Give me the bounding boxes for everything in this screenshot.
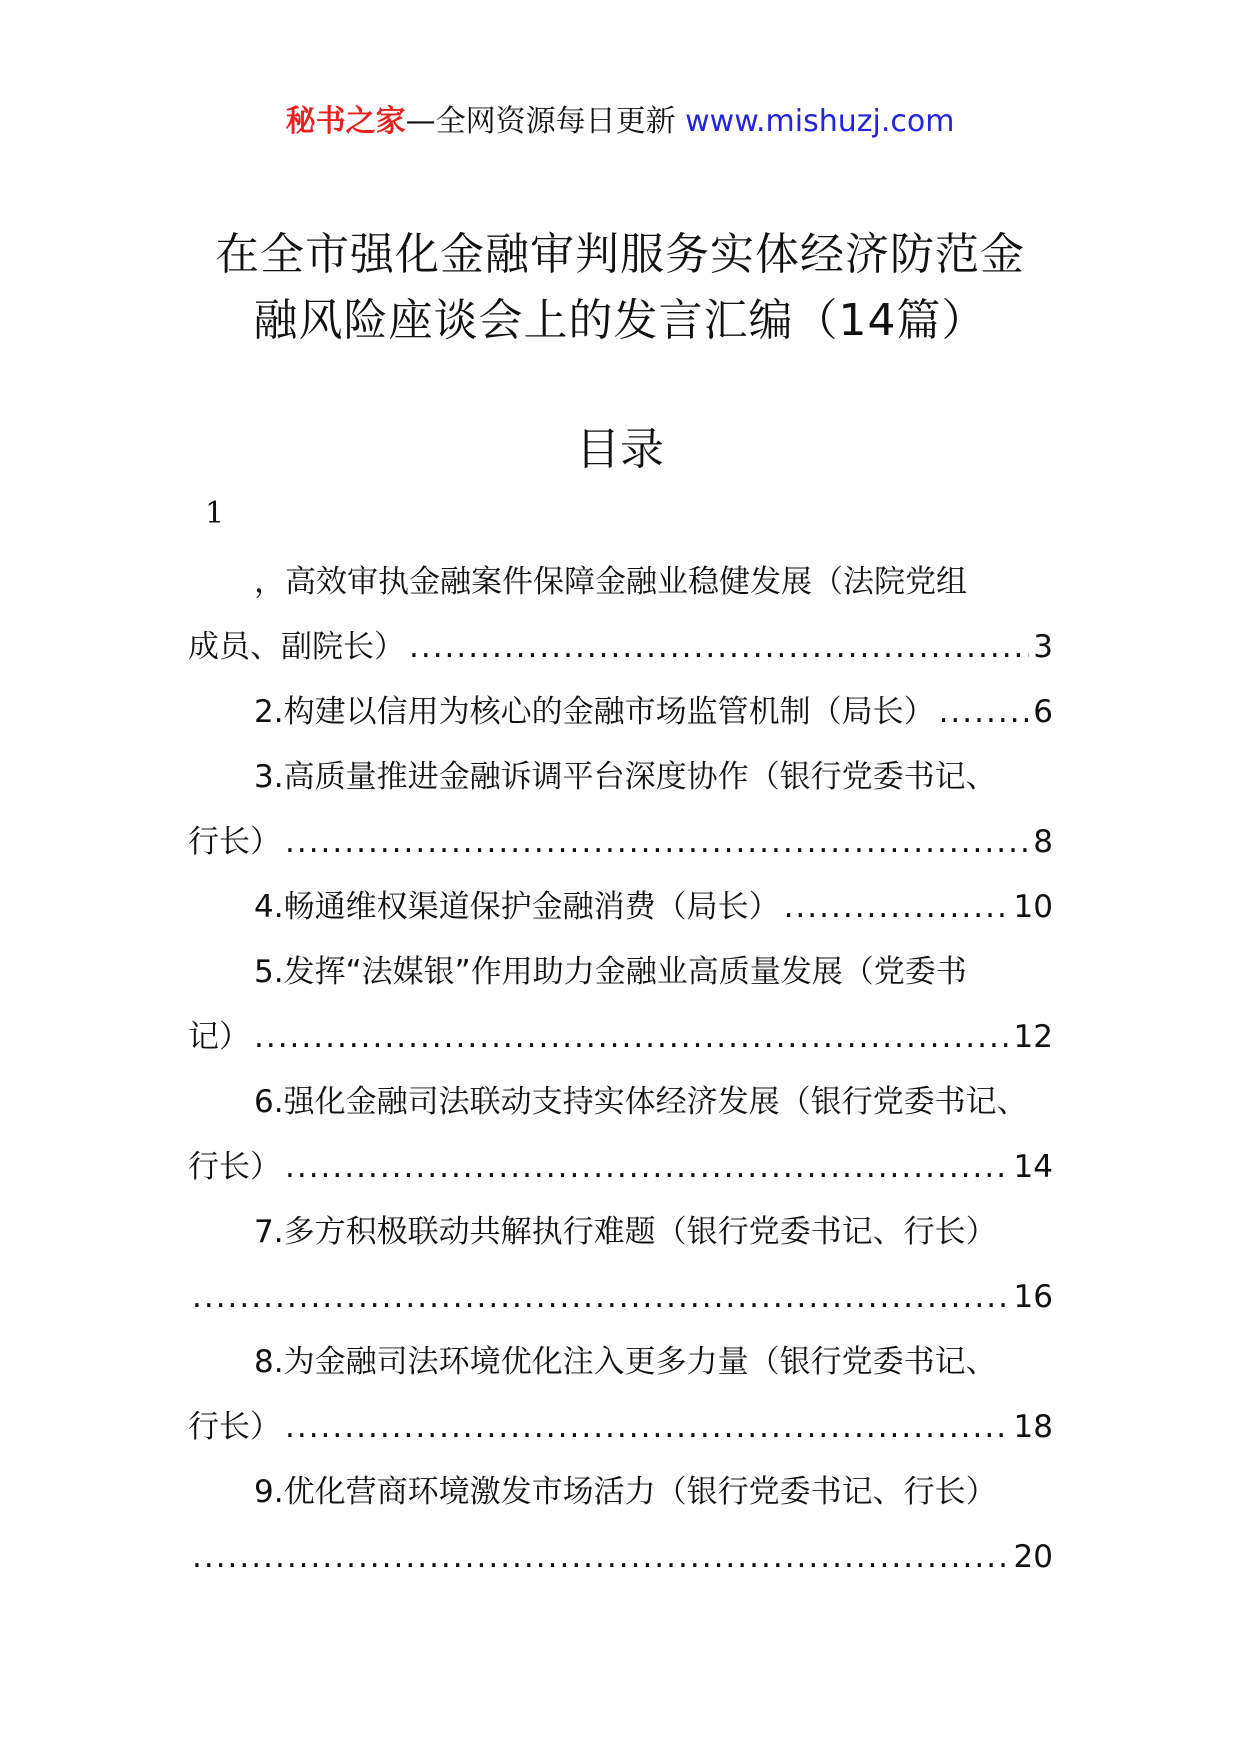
toc-page-number: 18	[1013, 1409, 1053, 1445]
toc-page-number: 12	[1013, 1019, 1053, 1055]
toc-entry[interactable]	[188, 1200, 1053, 1330]
toc-entry[interactable]	[188, 745, 1053, 875]
toc-entry-title-continued: 行长）	[188, 824, 281, 860]
toc-leader-dots	[285, 1395, 1010, 1460]
toc-entry-title: ，高效审执金融案件保障金融业稳健发展（法院党组	[254, 564, 967, 600]
toc-entry-title: 8.为金融司法环境优化注入更多力量（银行党委书记、	[254, 1344, 997, 1380]
toc-entry-title: 7.多方积极联动共解执行难题（银行党委书记、行长）	[254, 1214, 997, 1250]
toc-entry-title: 2.构建以信用为核心的金融市场监管机制（局长）	[254, 694, 935, 730]
toc-entry[interactable]	[188, 875, 1053, 940]
stray-number: 1	[205, 496, 225, 531]
toc-line	[188, 615, 1053, 680]
title-line-2: 融风险座谈会上的发言汇编（14篇）	[253, 295, 987, 346]
toc-page-number: 14	[1013, 1149, 1053, 1185]
site-url-link[interactable]: www.mishuzj.com	[685, 104, 955, 139]
toc-entry-title: 9.优化营商环境激发市场活力（银行党委书记、行长）	[254, 1474, 997, 1510]
toc-leader-dots	[784, 875, 1010, 940]
toc-page-number: 10	[1013, 889, 1053, 925]
toc-entry-title: 4.畅通维权渠道保护金融消费（局长）	[254, 889, 780, 925]
site-brand: 秘书之家	[285, 104, 406, 139]
toc-page-number: 3	[1033, 629, 1053, 665]
toc-entry[interactable]	[188, 680, 1053, 745]
toc-entry[interactable]	[188, 1330, 1053, 1460]
toc-line	[188, 940, 1053, 1005]
toc-heading: 目录	[576, 424, 664, 475]
toc-line	[188, 1395, 1053, 1460]
toc-leader-dots	[409, 615, 1029, 680]
toc-line	[188, 1070, 1053, 1135]
table-of-contents	[188, 550, 1053, 1590]
toc-line	[188, 1200, 1053, 1265]
title-line-1: 在全市强化金融审判服务实体经济防范金	[215, 229, 1025, 280]
toc-entry[interactable]	[188, 1460, 1053, 1590]
toc-line	[188, 680, 1053, 745]
toc-entry-title-continued: 行长）	[188, 1409, 281, 1445]
toc-line	[188, 875, 1053, 940]
toc-entry-title-continued: 成员、副院长）	[188, 629, 405, 665]
toc-entry-title-continued: 记）	[188, 1019, 250, 1055]
toc-line	[188, 1005, 1053, 1070]
toc-entry-title-continued: 行长）	[188, 1149, 281, 1185]
toc-line	[188, 810, 1053, 875]
toc-leader-dots	[254, 1005, 1010, 1070]
toc-line	[188, 1135, 1053, 1200]
toc-entry-title: 5.发挥“法媒银”作用助力金融业高质量发展（党委书	[254, 954, 967, 990]
toc-entry[interactable]	[188, 940, 1053, 1070]
toc-page-number: 6	[1033, 694, 1053, 730]
toc-leader-dots	[285, 810, 1029, 875]
toc-line	[188, 1525, 1053, 1590]
toc-entry[interactable]	[188, 550, 1053, 680]
toc-line	[188, 745, 1053, 810]
toc-leader-dots	[192, 1265, 1010, 1330]
toc-entry-title: 6.强化金融司法联动支持实体经济发展（银行党委书记、	[254, 1084, 1028, 1120]
toc-line	[188, 550, 1053, 615]
toc-leader-dots	[285, 1135, 1010, 1200]
toc-leader-dots	[192, 1525, 1010, 1590]
toc-line	[188, 1265, 1053, 1330]
toc-entry-title: 3.高质量推进金融诉调平台深度协作（银行党委书记、	[254, 759, 997, 795]
toc-page-number: 8	[1033, 824, 1053, 860]
toc-entry[interactable]	[188, 1070, 1053, 1200]
toc-page-number: 20	[1013, 1539, 1053, 1575]
document-title	[0, 222, 1240, 354]
toc-page-number: 16	[1013, 1279, 1053, 1315]
toc-leader-dots	[939, 680, 1030, 745]
toc-line	[188, 1330, 1053, 1395]
site-header	[0, 100, 1240, 144]
site-tagline: —全网资源每日更新	[405, 104, 686, 139]
toc-line	[188, 1460, 1053, 1525]
